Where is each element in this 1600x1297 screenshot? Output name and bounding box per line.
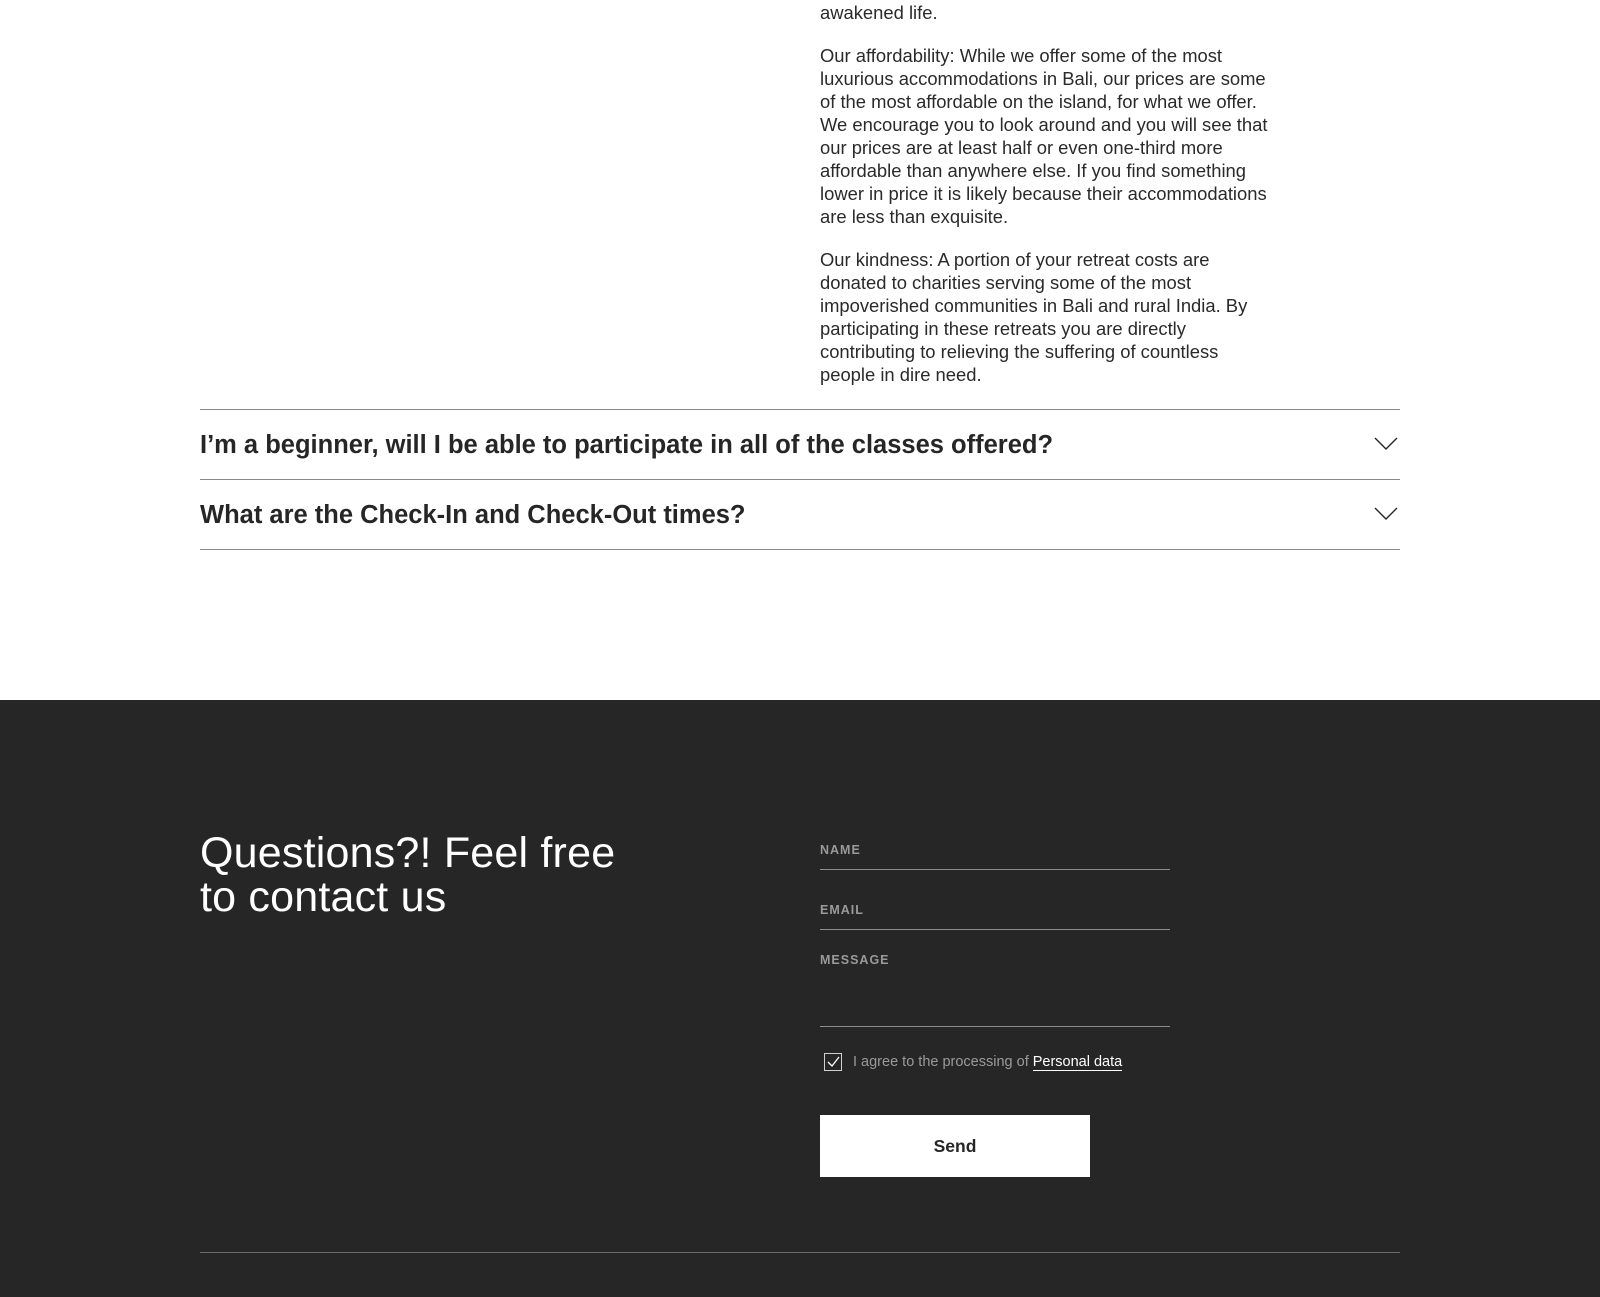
contact-footer bbox=[0, 700, 1600, 1297]
personal-data-link[interactable]: Personal data bbox=[1032, 1053, 1123, 1070]
send-button[interactable]: Send bbox=[820, 1115, 1090, 1177]
email-field[interactable] bbox=[820, 894, 1170, 930]
faq-answer-paragraph: Our kindness: A portion of your retreat costs are donated to charities serving some of the most impoverished communities in Bali and rural India. By participating in these retreats you are directly contributing to relieving the suffering of countless people in dire need. bbox=[820, 249, 1248, 385]
chevron-down-icon[interactable] bbox=[1374, 437, 1398, 451]
faq-item-check-in-times[interactable] bbox=[200, 480, 1400, 549]
faq-question: I’m a beginner, will I be able to participate in all of the classes offered? bbox=[200, 431, 1054, 459]
faq-item-beginner[interactable] bbox=[200, 410, 1400, 479]
contact-title: Questions?! Feel free to contact us bbox=[200, 829, 616, 921]
faq-answer-paragraph: Our affordability: While we offer some of the most luxurious accommodations in Bali, our prices are some of the most affordable on the island, for what we offer. We encourage you to look around and you will see that our prices are at least half or even one-third more affordable than anywhere else. If you find something lower in price it is likely because their accommodations are less than exquisite. bbox=[820, 45, 1268, 227]
footer-divider bbox=[200, 1252, 1400, 1253]
consent-text: I agree to the processing of bbox=[853, 1054, 1029, 1070]
name-field-label: NAME bbox=[820, 843, 861, 857]
name-field[interactable] bbox=[820, 834, 1170, 870]
email-field-label: EMAIL bbox=[820, 903, 864, 917]
faq-answer bbox=[820, 0, 1270, 406]
message-field[interactable] bbox=[820, 944, 1170, 1027]
faq-divider bbox=[200, 549, 1400, 550]
consent-row bbox=[824, 1052, 1122, 1072]
message-field-label: MESSAGE bbox=[820, 953, 890, 967]
faq-answer-paragraph: awakened life. bbox=[820, 2, 938, 23]
consent-checkbox[interactable] bbox=[824, 1053, 842, 1071]
faq-question: What are the Check-In and Check-Out times? bbox=[200, 501, 746, 529]
checkmark-icon bbox=[827, 1056, 840, 1068]
chevron-down-icon[interactable] bbox=[1374, 507, 1398, 521]
